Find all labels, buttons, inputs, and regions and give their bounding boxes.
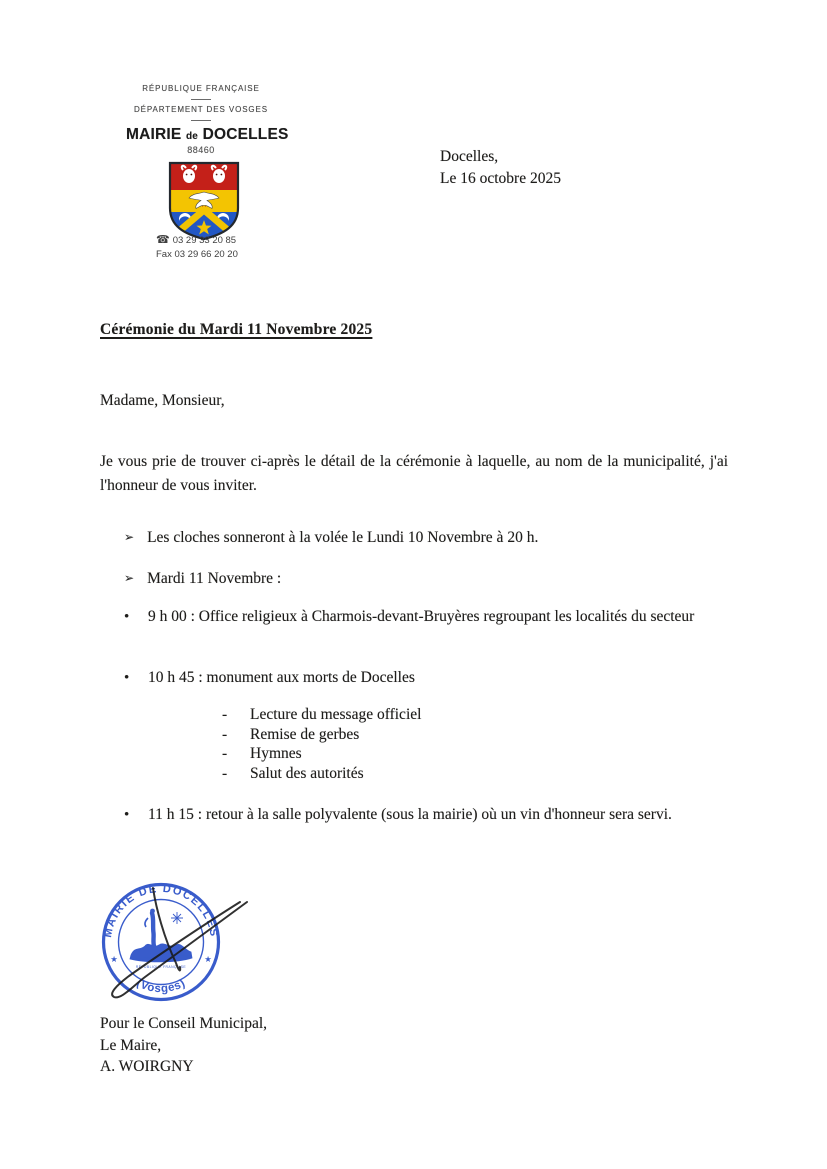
stamp-arc-bottom-text: (Vosges) xyxy=(134,977,188,996)
shield-red-band xyxy=(165,160,243,190)
dash-icon: - xyxy=(222,764,228,782)
mairie-de: de xyxy=(185,131,199,142)
stamp-star-icon: ★ xyxy=(204,954,212,964)
separator-rule xyxy=(191,120,211,121)
closing-block xyxy=(100,1013,267,1078)
handwritten-signature xyxy=(95,858,265,1013)
detail-text: Hymnes xyxy=(250,745,302,762)
letterhead xyxy=(126,84,289,155)
dateline-place: Docelles, xyxy=(440,148,499,165)
arrow-bullet-icon: ➢ xyxy=(124,571,135,585)
mairie-city: DOCELLES xyxy=(202,126,289,143)
phone-number: 03 29 33 20 85 xyxy=(172,235,237,246)
arrow-item-text: Les cloches sonneront à la volée le Lundi 10 Novembre à 20 h. xyxy=(147,529,539,546)
dash-icon: - xyxy=(222,745,228,762)
detail-item xyxy=(222,705,421,725)
detail-item xyxy=(222,725,421,745)
dateline-date: Le 16 octobre 2025 xyxy=(440,170,561,187)
mairie-word: MAIRIE xyxy=(126,126,182,143)
detail-text: Remise de gerbes xyxy=(250,725,360,743)
schedule-item-1045 xyxy=(124,666,740,690)
schedule-item-text: 10 h 45 : monument aux morts de Docelles xyxy=(148,669,415,686)
letter-title: Cérémonie du Mardi 11 Novembre 2025 xyxy=(100,321,373,338)
stamp-arc-top-text: MAIRIE DE DOCELLES xyxy=(102,882,220,939)
ceremony-detail-list xyxy=(222,705,421,783)
detail-item xyxy=(222,744,421,764)
fax-number: Fax 03 29 66 20 20 xyxy=(156,249,238,260)
mairie-title xyxy=(126,126,289,144)
coat-of-arms xyxy=(165,160,243,242)
bullet-icon: • xyxy=(124,670,130,686)
stamp-star-icon: ★ xyxy=(110,954,118,964)
closing-line-2: Le Maire, xyxy=(100,1036,162,1054)
telephone-icon: ☎ xyxy=(156,234,170,246)
schedule-item-text: 9 h 00 : Office religieux à Charmois-devant-Bruyères regroupant les localités du secteur xyxy=(148,608,695,625)
department-text: DÉPARTEMENT DES VOSGES xyxy=(133,105,269,114)
bullet-icon: • xyxy=(124,609,130,625)
detail-item xyxy=(222,764,421,784)
closing-line-1: Pour le Conseil Municipal, xyxy=(100,1015,268,1032)
dateline xyxy=(440,146,561,190)
phone-line xyxy=(156,233,238,248)
arrow-list-item xyxy=(124,529,538,547)
postal-code: 88460 xyxy=(187,145,215,155)
contact-block xyxy=(156,233,238,262)
schedule-item-text: 11 h 15 : retour à la salle polyvalente (sous la mairie) où un vin d'honneur sera servi. xyxy=(148,806,672,823)
bullet-icon: • xyxy=(124,807,130,823)
arrow-bullet-icon: ➢ xyxy=(124,530,135,544)
arrow-list-item xyxy=(124,570,281,588)
schedule-item-0900 xyxy=(124,605,740,629)
salutation: Madame, Monsieur, xyxy=(100,392,225,409)
intro-paragraph: Je vous prie de trouver ci-après le détail de la cérémonie à laquelle, au nom de la municipalité, j'ai l'honneur de vous inviter. xyxy=(100,453,728,494)
separator-rule xyxy=(191,99,211,100)
arrow-item-text: Mardi 11 Novembre : xyxy=(147,570,282,587)
detail-text: Salut des autorités xyxy=(250,764,364,782)
dash-icon: - xyxy=(222,706,228,723)
closing-line-3: A. WOIRGNY xyxy=(100,1058,194,1075)
dash-icon: - xyxy=(222,725,228,743)
republic-text: RÉPUBLIQUE FRANÇAISE xyxy=(142,84,260,93)
detail-text: Lecture du message officiel xyxy=(250,706,422,723)
stamp-caption: RÉPUBLIQUE FRANÇAISE xyxy=(135,965,187,969)
schedule-item-1115 xyxy=(124,803,740,827)
